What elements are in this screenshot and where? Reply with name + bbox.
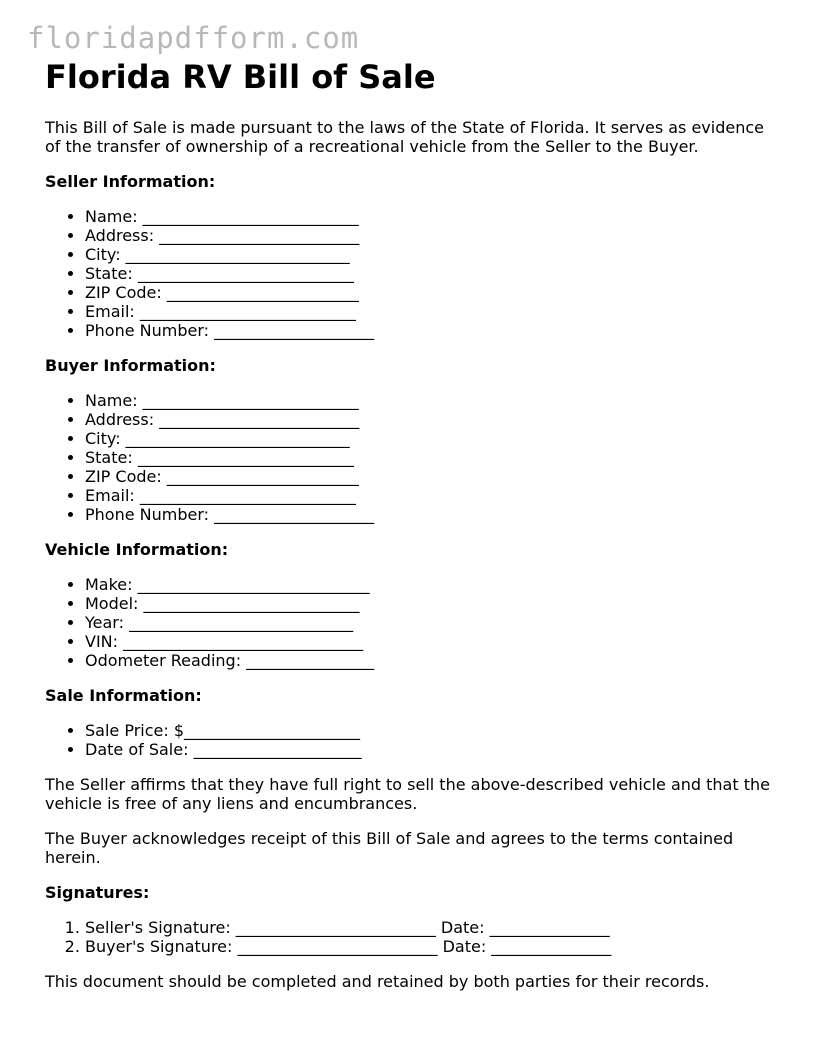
seller-affirmation: The Seller affirms that they have full right to sell the above-described vehicle and that the vehicle is free of any liens and encumbrances.: [45, 775, 770, 813]
buyer-acknowledgement: The Buyer acknowledges receipt of this Bill of Sale and agrees to the terms contained herein.: [45, 829, 734, 867]
buyer-address-line: • Address: _________________________: [85, 410, 775, 429]
closing-note: This document should be completed and retained by both parties for their records.: [45, 972, 710, 991]
buyer-list: [45, 391, 775, 524]
signatures-heading: Signatures:: [45, 883, 150, 902]
seller-address-line: • Address: _________________________: [85, 226, 775, 245]
seller-name-line: • Name: ___________________________: [85, 207, 775, 226]
vehicle-make-line: • Make: _____________________________: [85, 575, 775, 594]
seller-city-line: • City: ____________________________: [85, 245, 775, 264]
seller-signature-line: 1. Seller's Signature: _________________________ Date: _______________: [85, 918, 775, 937]
document-body: [45, 58, 775, 1007]
sale-price-line: • Sale Price: $______________________: [85, 721, 775, 740]
intro-paragraph: This Bill of Sale is made pursuant to the laws of the State of Florida. It serves as evidence of the transfer of ownership of a recreational vehicle from the Seller to the Buyer.: [45, 118, 764, 156]
buyer-heading: Buyer Information:: [45, 356, 216, 375]
vehicle-heading: Vehicle Information:: [45, 540, 229, 559]
sale-heading: Sale Information:: [45, 686, 202, 705]
vehicle-list: [45, 575, 775, 670]
buyer-state-line: • State: ___________________________: [85, 448, 775, 467]
seller-state-line: • State: ___________________________: [85, 264, 775, 283]
sale-date-line: • Date of Sale: _____________________: [85, 740, 775, 759]
seller-list: [45, 207, 775, 340]
buyer-name-line: • Name: ___________________________: [85, 391, 775, 410]
buyer-phone-line: • Phone Number: ____________________: [85, 505, 775, 524]
seller-zip-line: • ZIP Code: ________________________: [85, 283, 775, 302]
vehicle-odometer-line: • Odometer Reading: ________________: [85, 651, 775, 670]
page-title: Florida RV Bill of Sale: [45, 58, 436, 96]
seller-email-line: • Email: ___________________________: [85, 302, 775, 321]
seller-phone-line: • Phone Number: ____________________: [85, 321, 775, 340]
vehicle-model-line: • Model: ___________________________: [85, 594, 775, 613]
buyer-zip-line: • ZIP Code: ________________________: [85, 467, 775, 486]
seller-heading: Seller Information:: [45, 172, 216, 191]
watermark: floridapdfform.com: [27, 21, 360, 55]
buyer-signature-line: 2. Buyer's Signature: _________________________ Date: _______________: [85, 937, 775, 956]
buyer-city-line: • City: ____________________________: [85, 429, 775, 448]
buyer-email-line: • Email: ___________________________: [85, 486, 775, 505]
vehicle-vin-line: • VIN: ______________________________: [85, 632, 775, 651]
signatures-list: [45, 918, 775, 956]
vehicle-year-line: • Year: ____________________________: [85, 613, 775, 632]
sale-list: [45, 721, 775, 759]
